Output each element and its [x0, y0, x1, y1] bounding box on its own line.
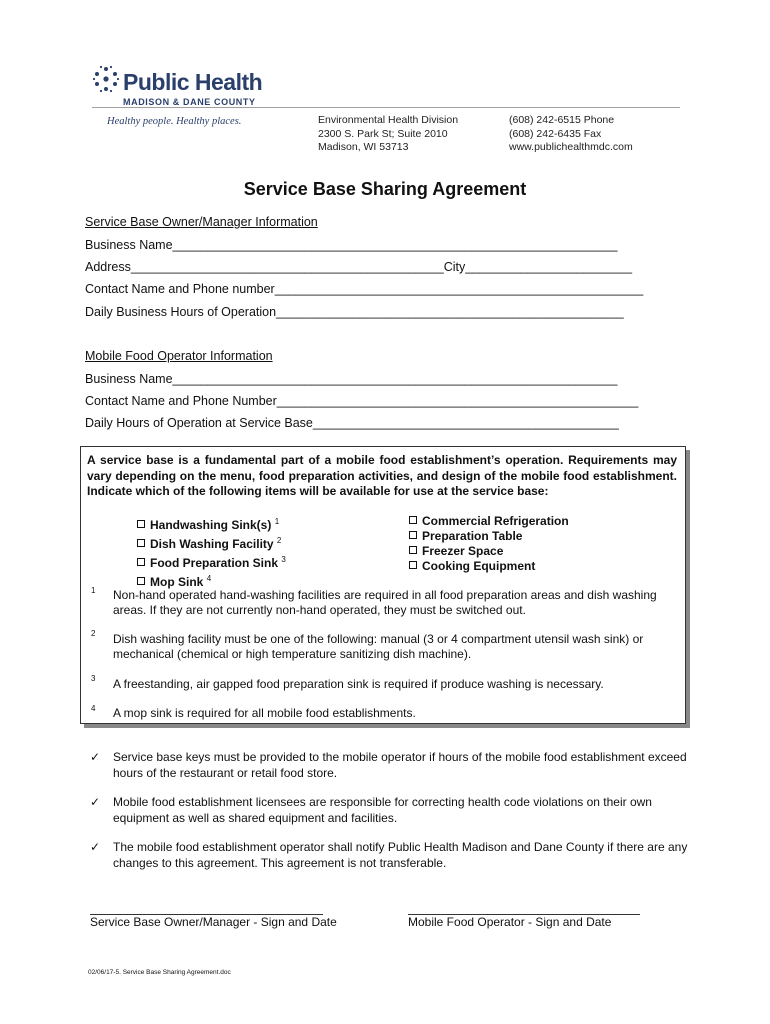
footnote-number: 4	[91, 704, 96, 713]
checkbox-icon[interactable]	[137, 520, 145, 528]
checkbox-icon[interactable]	[137, 558, 145, 566]
item-label: Cooking Equipment	[422, 559, 536, 573]
tagline: Healthy people. Healthy places.	[107, 116, 242, 127]
checkbox-icon[interactable]	[409, 531, 417, 539]
checkbox-icon[interactable]	[409, 546, 417, 554]
bullet-text: Service base keys must be provided to the mobile operator if hours of the mobile food establishment exceed hours of the restaurant or retail food store.	[113, 750, 687, 780]
footnote-ref: 4	[206, 574, 212, 583]
checkmark-icon: ✓	[90, 795, 101, 809]
checklist-item[interactable]	[409, 544, 569, 559]
item-label: Mop Sink	[150, 575, 204, 589]
footnote-number: 1	[91, 586, 96, 595]
footnote-number: 3	[91, 674, 96, 683]
item-label: Dish Washing Facility	[150, 537, 274, 551]
page-title: Service Base Sharing Agreement	[243, 179, 527, 199]
operator-contact-field[interactable]: Contact Name and Phone Number____________________________________________________	[85, 394, 639, 408]
footnote-text: Dish washing facility must be one of the following: manual (3 or 4 compartment utensil wash sink) or mechanical (chemical or high temperature sanitizing dish machine).	[113, 632, 644, 661]
checklist-item[interactable]	[409, 529, 569, 544]
checklist-item[interactable]	[409, 514, 569, 529]
operator-signature-label: Mobile Food Operator - Sign and Date	[408, 915, 612, 929]
checkbox-icon[interactable]	[137, 539, 145, 547]
item-label: Commercial Refrigeration	[422, 514, 569, 528]
public-health-logo-icon	[92, 64, 120, 94]
checkbox-icon[interactable]	[409, 561, 417, 569]
requirements-intro: A service base is a fundamental part of a mobile food establishment’s operation. Requirements may vary depending on the menu, food preparation activities, and design of the mobile food establishment. Indicate which of the following items will be available for use at the service base:	[87, 453, 677, 498]
item-label: Preparation Table	[422, 529, 523, 543]
footnote-text: Non-hand operated hand-washing facilities are required in all food preparation areas and dish washing areas. If they are not currently non-hand operated, they must be switched out.	[113, 588, 657, 617]
checkmark-icon: ✓	[90, 840, 101, 854]
footnote-ref: 1	[274, 517, 280, 526]
checklist-item[interactable]	[137, 533, 286, 552]
address-line: 2300 S. Park St; Suite 2010	[318, 127, 448, 140]
operator-section-heading: Mobile Food Operator Information	[85, 349, 273, 363]
checkmark-icon: ✓	[90, 750, 101, 764]
owner-contact-field[interactable]: Contact Name and Phone number_____________________________________________________	[85, 282, 644, 296]
owner-signature-label: Service Base Owner/Manager - Sign and Date	[90, 915, 337, 929]
left-checklist	[137, 514, 286, 590]
item-label: Food Preparation Sink	[150, 556, 279, 570]
footnote-text: A mop sink is required for all mobile food establishments.	[113, 706, 416, 720]
owner-business-name-field[interactable]: Business Name________________________________________________________________	[85, 238, 618, 252]
operator-business-name-field[interactable]: Business Name________________________________________________________________	[85, 372, 618, 386]
logo-subtitle: MADISON & DANE COUNTY	[123, 97, 256, 107]
footnote-number: 2	[91, 629, 96, 638]
checkbox-icon[interactable]	[137, 577, 145, 585]
logo-title: Public Health	[123, 69, 263, 95]
bullet-text: Mobile food establishment licensees are responsible for correcting health code violations on their own equipment as well as shared equipment and facilities.	[113, 795, 652, 825]
checklist-item[interactable]	[409, 559, 569, 574]
fax-line: (608) 242-6435 Fax	[509, 127, 602, 140]
footnote-ref: 3	[281, 555, 286, 564]
header-divider	[92, 107, 680, 108]
checkbox-icon[interactable]	[409, 516, 417, 524]
operator-hours-field[interactable]: Daily Hours of Operation at Service Base____________________________________________	[85, 416, 619, 430]
footnote-ref: 2	[276, 536, 282, 545]
phone-line: (608) 242-6515 Phone	[509, 114, 615, 126]
footnote-text: A freestanding, air gapped food preparation sink is required if produce washing is necessary.	[113, 677, 604, 691]
division-address	[318, 114, 458, 155]
document-footer: 02/06/17-5. Service Base Sharing Agreement.doc	[88, 969, 231, 976]
owner-section-heading: Service Base Owner/Manager Information	[85, 215, 318, 229]
item-label: Freezer Space	[422, 544, 504, 558]
checklist-item[interactable]	[137, 514, 286, 533]
address-line: Madison, WI 53713	[318, 141, 409, 153]
division-contact	[509, 114, 633, 155]
owner-hours-field[interactable]: Daily Business Hours of Operation__________________________________________________	[85, 305, 624, 319]
service-base-requirements-box	[80, 446, 686, 724]
owner-address-field[interactable]: Address_____________________________________________City________________________	[85, 260, 633, 274]
checklist-item[interactable]	[137, 552, 286, 571]
website-link[interactable]: www.publichealthmdc.com	[509, 141, 633, 153]
item-label: Handwashing Sink(s)	[150, 518, 272, 532]
bullet-text: The mobile food establishment operator shall notify Public Health Madison and Dane County if there are any changes to this agreement. This agreement is not transferable.	[113, 840, 688, 870]
address-line: Environmental Health Division	[318, 114, 459, 126]
right-checklist	[409, 514, 569, 574]
